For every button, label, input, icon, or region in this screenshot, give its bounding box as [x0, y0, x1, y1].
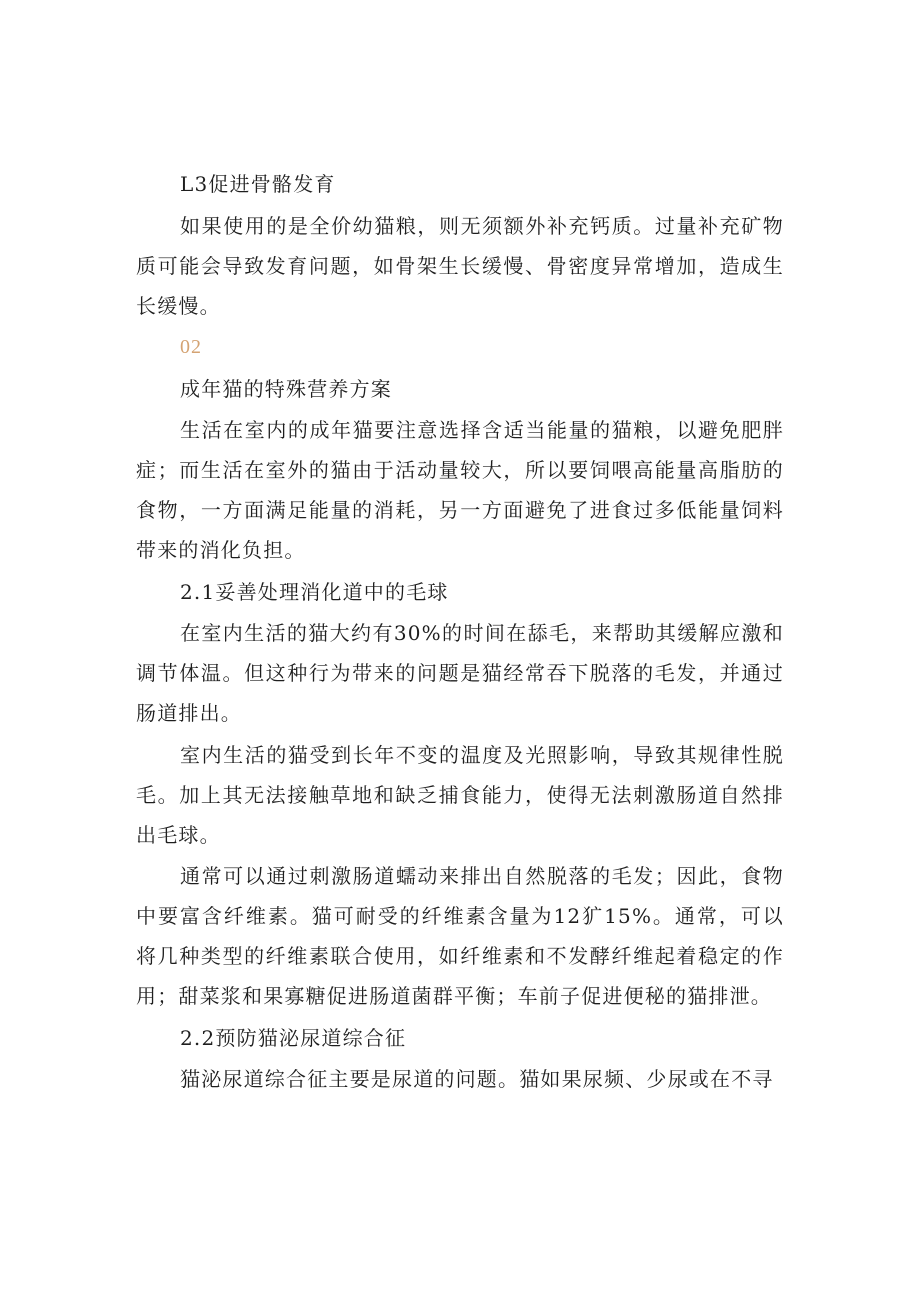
section-number: 02: [180, 336, 202, 358]
paragraph-adult-cat-energy: 生活在室内的成年猫要注意选择含适当能量的猫粮，以避免肥胖症；而生活在室外的猫由于活动量较大，所以要饲喂高能量高脂肪的食物，一方面满足能量的消耗，另一方面避免了进食过多低能量饲料带来的消化负担。: [136, 418, 784, 562]
subheading-urinary: 2.2预防猫泌尿道综合征: [180, 1025, 407, 1050]
paragraph-shedding: 室内生活的猫受到长年不变的温度及光照影响，导致其规律性脱毛。加上其无法接触草地和缺乏捕食能力，使得无法刺激肠道自然排出毛球。: [136, 742, 784, 847]
paragraph-calcium: 如果使用的是全价幼猫粮，则无须额外补充钙质。过量补充矿物质可能会导致发育问题，如骨架生长缓慢、骨密度异常增加，造成生长缓慢。: [136, 213, 784, 318]
paragraph-urinary: 猫泌尿道综合征主要是尿道的问题。猫如果尿频、少尿或在不寻: [180, 1067, 774, 1091]
paragraph-fiber: 通常可以通过刺激肠道蠕动来排出自然脱落的毛发；因此，食物中要富含纤维素。猫可耐受的纤维素含量为12犷15%。通常，可以将几种类型的纤维素联合使用，如纤维素和不发酵纤维起着稳定的作用；甜菜浆和果寡糖促进肠道菌群平衡；车前子促进便秘的猫排泄。: [136, 864, 784, 1008]
section-title: 成年猫的特殊营养方案: [180, 376, 392, 401]
paragraph-grooming: 在室内生活的猫大约有30%的时间在舔毛，来帮助其缓解应激和调节体温。但这种行为带来的问题是猫经常吞下脱落的毛发，并通过肠道排出。: [136, 621, 784, 725]
subheading-hairball: 2.1妥善处理消化道中的毛球: [180, 579, 449, 604]
document-body: [136, 164, 784, 1101]
subheading-bone-development: L3促进骨骼发育: [180, 172, 336, 196]
